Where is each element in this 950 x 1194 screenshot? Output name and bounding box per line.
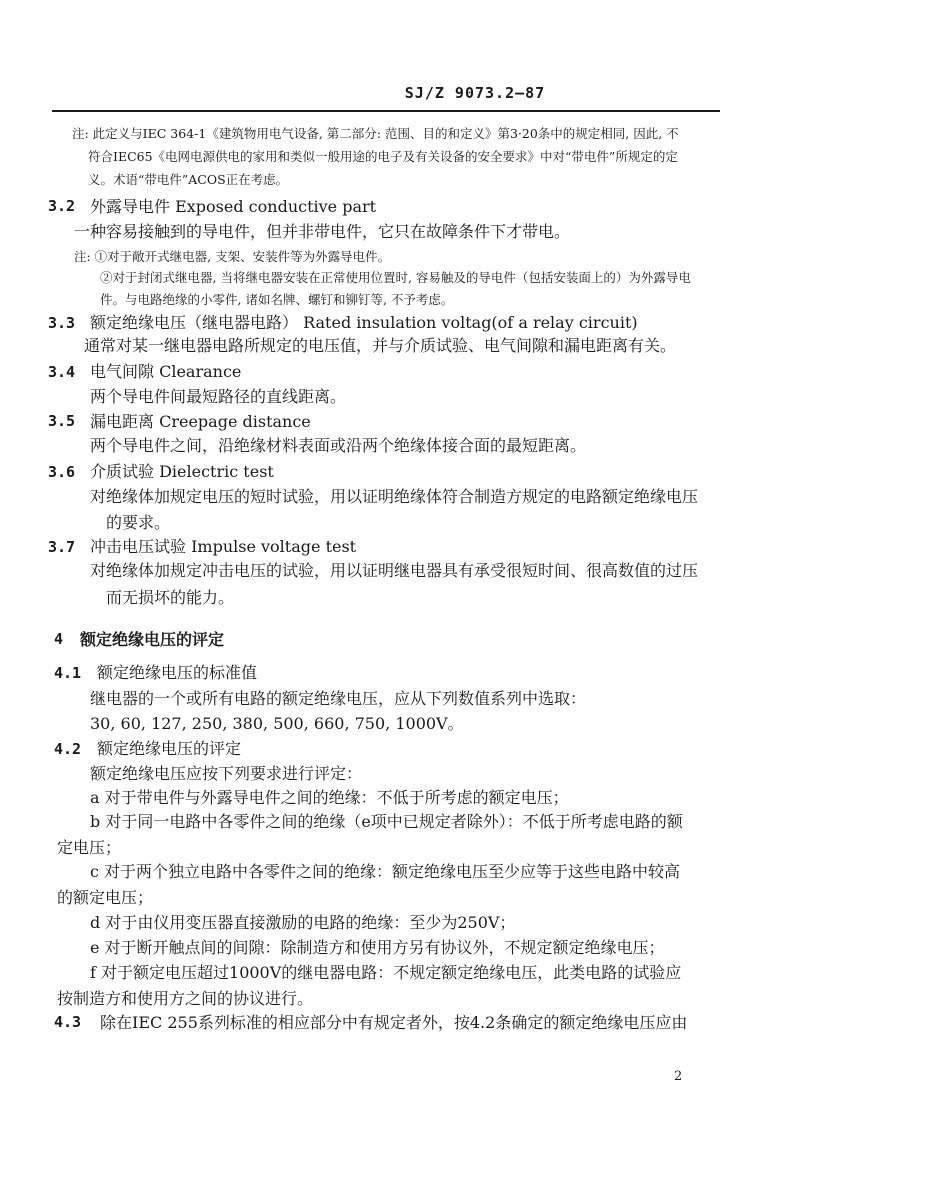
section-number: 3.3 (48, 314, 76, 332)
section-body: 对绝缘体加规定冲击电压的试验，用以证明继电器具有承受很短时间、很高数值的过压 (90, 561, 699, 580)
list-item: e 对于断开触点间的间隙：除制造方和使用方另有协议外，不规定额定绝缘电压； (90, 938, 665, 957)
section-title: 冲击电压试验 Impulse voltage test (90, 537, 357, 556)
note-line: 义。术语“带电件”ACOS正在考虑。 (88, 172, 289, 187)
list-item: a 对于带电件与外露导电件之间的绝缘：不低于所考虑的额定电压； (90, 788, 569, 807)
section-body: 通常对某一继电器电路所规定的电压值，并与介质试验、电气间隙和漏电距离有关。 (84, 336, 677, 355)
section-number: 4.1 (54, 664, 82, 682)
header-rule (52, 110, 720, 112)
note-line: 符合IEC65《电网电源供电的家用和类似一般用途的电子及有关设备的安全要求》中对“带电件”所规定的定 (88, 149, 678, 164)
list-item: c 对于两个独立电路中各零件之间的绝缘：额定绝缘电压至少应等于这些电路中较高 (90, 862, 681, 881)
section-title: 额定绝缘电压的评定 (97, 739, 242, 758)
section-title: 外露导电件 Exposed conductive part (90, 197, 377, 216)
section-body: 额定绝缘电压应按下列要求进行评定： (90, 764, 363, 783)
section-title: 额定绝缘电压的标准值 (97, 663, 258, 682)
section-title: 电气间隙 Clearance (90, 362, 242, 381)
section-number: 3.2 (48, 197, 76, 215)
note-line: ②对于封闭式继电器, 当将继电器安装在正常使用位置时, 容易触及的导电件（包括安装面上的）为外露导电 (100, 270, 691, 285)
section-body: 继电器的一个或所有电路的额定绝缘电压，应从下列数值系列中选取： (90, 689, 587, 708)
section-number: 4.2 (54, 740, 82, 758)
list-item: b 对于同一电路中各零件之间的绝缘（e项中已规定者除外）：不低于所考虑电路的额 (90, 812, 683, 831)
section-number: 3.4 (48, 363, 76, 381)
section-body: 除在IEC 255系列标准的相应部分中有规定者外，按4.2条确定的额定绝缘电压应由 (100, 1013, 688, 1032)
section-number: 3.7 (48, 538, 76, 556)
list-item-continued: 按制造方和使用方之间的协议进行。 (57, 989, 314, 1008)
section-title: 额定绝缘电压（继电器电路） Rated insulation voltag(of a relay circuit) (90, 313, 638, 332)
section-body: 对绝缘体加规定电压的短时试验，用以证明绝缘体符合制造方规定的电路额定绝缘电压 (90, 487, 699, 506)
section-number: 3.5 (48, 412, 76, 430)
section-number: 4.3 (54, 1013, 82, 1031)
note-line: 注: ①对于敞开式继电器, 支架、安装件等为外露导电件。 (74, 249, 391, 264)
section-body: 而无损坏的能力。 (106, 588, 235, 607)
page-number: 2 (674, 1069, 683, 1084)
document-code-header: SJ/Z 9073.2—87 (404, 84, 546, 102)
chapter-heading: 额定绝缘电压的评定 (80, 630, 225, 649)
section-body: 两个导电件之间，沿绝缘材料表面或沿两个绝缘体接合面的最短距离。 (90, 436, 587, 455)
note-line: 件。与电路绝缘的小零件, 诸如名牌、螺钉和铆钉等, 不予考虑。 (100, 292, 454, 307)
section-number: 3.6 (48, 463, 76, 481)
section-number: 4 (54, 630, 64, 648)
list-item: d 对于由仪用变压器直接激励的电路的绝缘：至少为250V； (90, 913, 516, 932)
note-line: 注: 此定义与IEC 364-1《建筑物用电气设备, 第二部分: 范围、目的和定义》第3·20条中的规定相同, 因此, 不 (72, 126, 679, 141)
list-item-continued: 定电压； (57, 838, 122, 857)
list-item-continued: 的额定电压； (57, 888, 154, 907)
section-body: 的要求。 (106, 513, 171, 532)
list-item: f 对于额定电压超过1000V的继电器电路：不规定额定绝缘电压，此类电路的试验应 (90, 963, 682, 982)
section-title: 介质试验 Dielectric test (90, 462, 274, 481)
section-body: 两个导电件间最短路径的直线距离。 (90, 387, 347, 406)
section-body: 一种容易接触到的导电件，但并非带电件，它只在故障条件下才带电。 (74, 222, 571, 241)
section-title: 漏电距离 Creepage distance (90, 412, 311, 431)
standard-values: 30, 60, 127, 250, 380, 500, 660, 750, 1000V。 (90, 714, 464, 733)
